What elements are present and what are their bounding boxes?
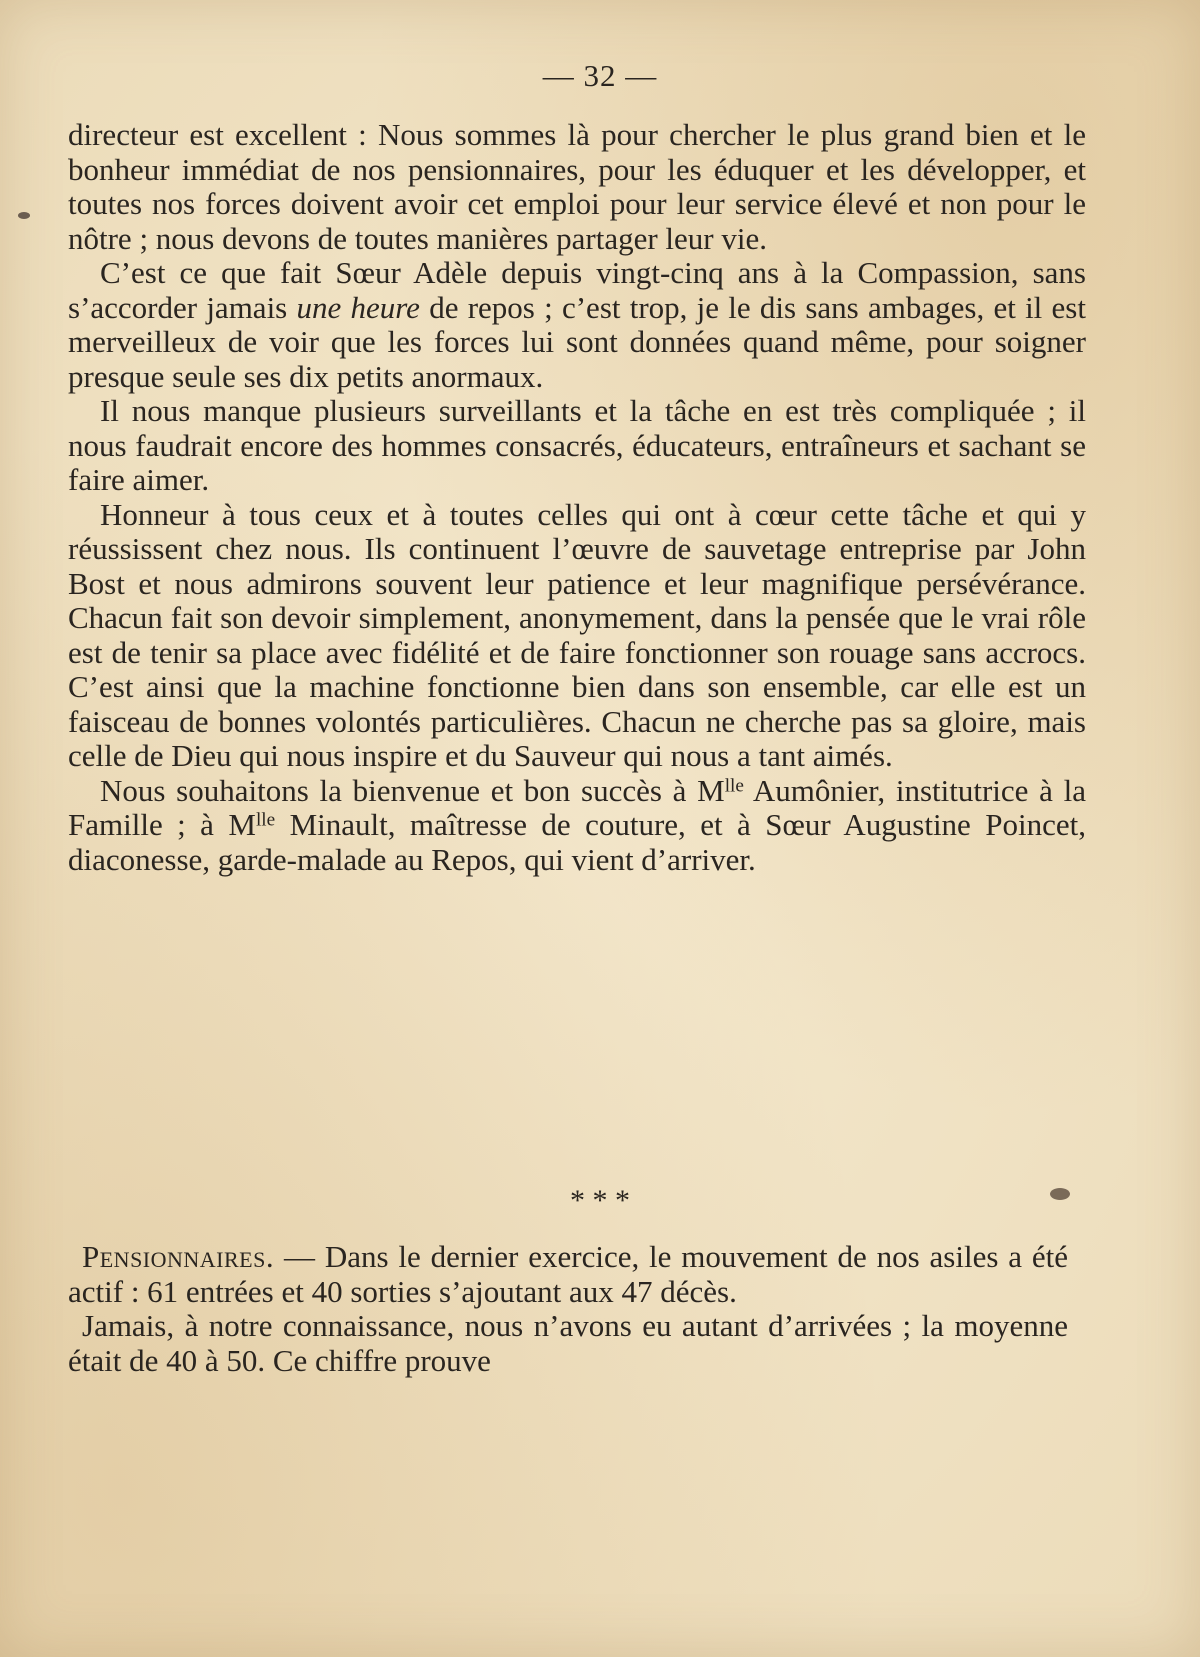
section-paragraph-1 — [68, 1240, 1068, 1309]
paragraph-2 — [68, 256, 1086, 394]
superscript-abbrev: lle — [724, 774, 744, 796]
paragraph-1: directeur est excellent : Nous sommes là pour chercher le plus grand bien et le bonheur immédiat de nos pensionnaires, pour les éduquer et les développer, et toutes nos forces doivent avoir cet emploi pour leur service élevé et non pour le nôtre ; nous devons de toutes manières partager leur vie. — [68, 117, 1086, 256]
section-paragraph-2: Jamais, à notre connaissance, nous n’avons eu autant d’arrivées ; la moyenne était de 40 à 50. Ce chiffre prouve — [68, 1308, 1068, 1378]
paragraph-5 — [68, 774, 1086, 878]
ink-spot — [18, 212, 30, 219]
paragraph-5-text-c: Minault, maîtresse de couture, et à Sœur Augustine Poincet, diaconesse, garde-malade au Repos, qui vient d’arriver. — [68, 807, 1086, 877]
section-separator: * * * — [570, 1184, 630, 1217]
section-paragraph-1-text: — Dans le dernier exercice, le mouvement de nos asiles a été actif : 61 entrées et 40 sorties s’ajoutant aux 47 décès. — [68, 1239, 1068, 1309]
paragraph-2-text-b: de repos ; c’est trop, je le dis sans ambages, et il est merveilleux de voir que les forces lui sont données quand même, pour soigner presque seule ses dix petits anormaux. — [68, 289, 1086, 394]
superscript-abbrev: lle — [255, 809, 276, 831]
emphasis-text: une heure — [296, 289, 420, 325]
body-text — [68, 118, 1086, 877]
page-number: — 32 — — [542, 58, 658, 93]
paragraph-5-text-a: Nous souhaitons la bienvenue et bon succès à M — [100, 772, 725, 808]
paragraph-2-text-a: C’est ce que fait Sœur Adèle depuis vingt-cinq ans à la Compassion, sans s’accorder jamais — [68, 255, 1086, 325]
ink-spot — [1050, 1188, 1070, 1200]
section-text — [68, 1240, 1068, 1378]
paragraph-3: Il nous manque plusieurs surveillants et la tâche en est très compliquée ; il nous faudrait encore des hommes consacrés, éducateurs, entraîneurs et sachant se faire aimer. — [68, 393, 1086, 497]
paragraph-4: Honneur à tous ceux et à toutes celles qui ont à cœur cette tâche et qui y réussissent chez nous. Ils continuent l’œuvre de sauvetage entreprise par John Bost et nous admirons souvent leur patience et leur magnifique persévérance. Chacun fait son devoir simplement, anonymement, dans la pensée que le vrai rôle est de tenir sa place avec fidélité et de faire fonctionner son rouage sans accrocs. C’est ainsi que la machine fonctionne bien dans son ensemble, car elle est un faisceau de bonnes volontés particulières. Chacun ne cherche pas sa gloire, mais celle de Dieu qui nous inspire et du Sauveur qui nous a tant aimés. — [68, 496, 1086, 773]
paragraph-5-text-b: Aumônier, institutrice à la Famille ; à M — [68, 772, 1086, 842]
section-heading: Pensionnaires. — [82, 1239, 275, 1274]
